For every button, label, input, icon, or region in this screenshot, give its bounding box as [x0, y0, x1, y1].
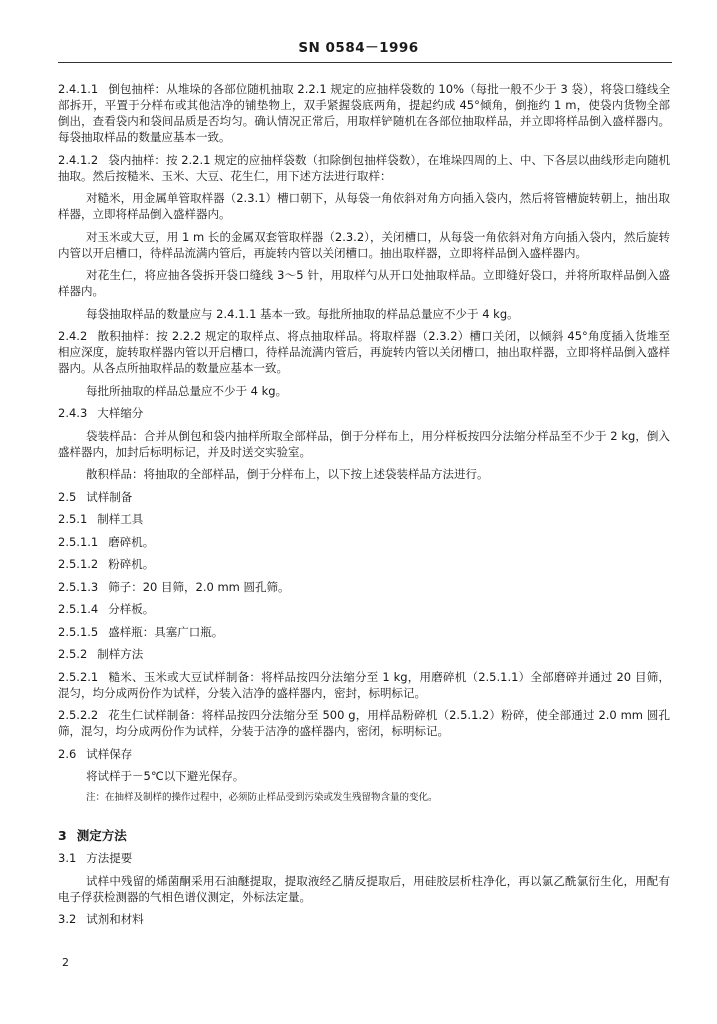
paragraph-2-4-2: [58, 328, 670, 376]
clause-number: 3: [58, 827, 67, 843]
clause-number: 3.1: [58, 851, 77, 865]
clause-number: 2.4.1.1: [58, 82, 99, 96]
clause-text: 制样方法: [97, 647, 144, 661]
paragraph-3-2: [58, 911, 670, 927]
clause-number: 2.5: [58, 489, 77, 504]
clause-number: 2.5.1.2: [58, 557, 99, 571]
paragraph-2-5-1-2: [58, 556, 670, 572]
clause-text: 分样板。: [108, 602, 155, 616]
clause-text: 大样缩分: [97, 406, 144, 420]
paragraph-bulk-samples: 散积样品：将抽取的全部样品，倒于分样布上，以下按上述袋装样品方法进行。: [86, 467, 489, 481]
clause-text: 制样工具: [97, 512, 144, 526]
clause-text: 糙米、玉米或大豆试样制备：将样品按四分法缩分至 1 kg，用磨碎机（2.5.1.1）全部磨碎并通过 20 目筛，混匀，均分成两份作为试样，分装入洁净的盛样器内，密封，标明标记。: [58, 669, 670, 700]
paragraph-bulk-quantity: 每批所抽取的样品总量应不少于 4 kg。: [86, 383, 288, 398]
note: 注：在抽样及制样的操作过程中，必须防止样品受到污染或发生残留物含量的变化。: [86, 791, 438, 803]
clause-text: 磨碎机。: [108, 534, 155, 549]
clause-number: 2.4.1.2: [58, 152, 99, 167]
clause-number: 3.2: [58, 912, 77, 926]
page-number: 2: [62, 956, 69, 969]
clause-text: 散积抽样：按 2.2.2 规定的取样点、将点抽取样品。将取样器（2.3.2）槽口关闭，以倾斜 45°角度插入货堆至相应深度，旋转取样器内管以开启槽口，待样品流满内管后，再旋转内管以关闭槽口，抽出取样器，立即将样品倒入盛样器内。从各点所抽取样品的数量应基本一致。: [58, 329, 670, 375]
standard-code-header: SN 0584－1996: [298, 40, 419, 56]
paragraph-2-5-1: [58, 511, 670, 527]
clause-text: 试样保存: [86, 746, 133, 761]
paragraph-3-1: [58, 850, 670, 866]
clause-number: 2.5.1.5: [58, 624, 99, 639]
clause-number: 2.5.1.4: [58, 602, 99, 616]
paragraph-bag-quantity: 每袋抽取样品的数量应与 2.4.1.1 基本一致。每批所抽取的样品总量应不少于 4 kg。: [86, 306, 519, 321]
paragraph-2-5: [58, 489, 670, 505]
spacer: [58, 818, 670, 828]
paragraph-2-5-2-2: [58, 707, 670, 739]
paragraph-2-6: [58, 746, 670, 762]
header-rule: [58, 62, 672, 63]
clause-number: 2.5.2.1: [58, 669, 99, 684]
paragraph-2-4-3: [58, 405, 670, 421]
clause-text: 盛样瓶：具塞广口瓶。: [108, 624, 224, 639]
paragraph-2-5-1-4: [58, 601, 670, 617]
paragraph-2-5-2: [58, 646, 670, 662]
clause-number: 2.5.1.3: [58, 579, 99, 594]
clause-text: 粉碎机。: [108, 557, 155, 571]
clause-number: 2.5.2: [58, 647, 88, 661]
clause-number: 2.5.2.2: [58, 708, 99, 722]
paragraph-bagged-samples: 袋装样品：合并从倒包和袋内抽样所取全部样品，倒于分样布上，用分样板按四分法缩分样品至不少于 2 kg，倒入盛样器内，加封后标明标记，并及时送交实验室。: [58, 428, 670, 459]
clause-text: 测定方法: [76, 827, 127, 843]
document-body: [58, 81, 670, 934]
clause-number: 2.4.3: [58, 406, 88, 420]
clause-number: 2.6: [58, 746, 77, 761]
clause-text: 方法提要: [86, 851, 133, 865]
clause-text: 袋内抽样：按 2.2.1 规定的应抽样袋数（扣除倒包抽样袋数），在堆垛四周的上、中、下各层以曲线形走向随机抽取。然后按糙米、玉米、大豆、花生仁，用下述方法进行取样：: [58, 152, 670, 183]
paragraph-storage: 将试样于－5℃以下避光保存。: [86, 769, 245, 783]
paragraph-2-4-1-1: [58, 81, 670, 145]
clause-number: 2.5.1: [58, 512, 88, 526]
clause-number: 2.4.2: [58, 329, 88, 343]
clause-text: 筛子：20 目筛，2.0 mm 圆孔筛。: [108, 579, 290, 594]
paragraph-corn-soybean: 对玉米或大豆，用 1 m 长的金属双套管取样器（2.3.2），关闭槽口，从每袋一角依斜对角方向插入袋内，然后旋转内管以开启槽口，待样品流满内管后，再旋转内管以关闭槽口。抽出取样器，立即将样品倒入盛样器内。: [58, 229, 670, 260]
clause-text: 试剂和材料: [86, 912, 144, 926]
clause-text: 花生仁试样制备：将样品按四分法缩分至 500 g，用样品粉碎机（2.5.1.2）粉碎，使全部通过 2.0 mm 圆孔筛，混匀，均分成两份作为试样，分装于洁净的盛样器内，密闭，标明标记。: [58, 708, 670, 738]
paragraph-2-5-2-1: [58, 669, 670, 701]
paragraph-2-5-1-1: [58, 534, 670, 550]
paragraph-2-4-1-2: [58, 152, 670, 184]
paragraph-brown-rice: 对糙米，用金属单管取样器（2.3.1）槽口朝下，从每袋一角依斜对角方向插入袋内，然后将管槽旋转朝上，抽出取样器，立即将样品倒入盛样器内。: [58, 191, 670, 221]
paragraph-peanut: 对花生仁，将应抽各袋拆开袋口缝线 3～5 针，用取样勺从开口处抽取样品。立即缝好袋口，并将所取样品倒入盛样器内。: [58, 268, 670, 298]
paragraph-2-5-1-3: [58, 579, 670, 595]
clause-number: 2.5.1.1: [58, 534, 99, 549]
paragraph-method-summary: 试样中残留的烯菌酮采用石油醚提取，提取液经乙腈反提取后，用硅胶层析柱净化，再以氯乙酰氯衍生化，用配有电子俘获检测器的气相色谱仪测定，外标法定量。: [58, 873, 670, 904]
clause-text: 倒包抽样：从堆垛的各部位随机抽取 2.2.1 规定的应抽样袋数的 10%（每批一般不少于 3 袋），将袋口缝线全部拆开，平置于分样布或其他洁净的铺垫物上，双手紧握袋底两角，提起约成 45°倾角，倒拖约 1 m，使袋内货物全部倒出，查看袋内和袋间品质是否均匀。确认情况正常后，用取样铲随机在各部位抽取样品，并立即将样品倒入盛样器内。每袋抽取样品的数量应基本一致。: [58, 82, 670, 144]
clause-text: 试样制备: [86, 489, 133, 504]
paragraph-2-5-1-5: [58, 624, 670, 640]
section-3-heading: [58, 828, 670, 844]
